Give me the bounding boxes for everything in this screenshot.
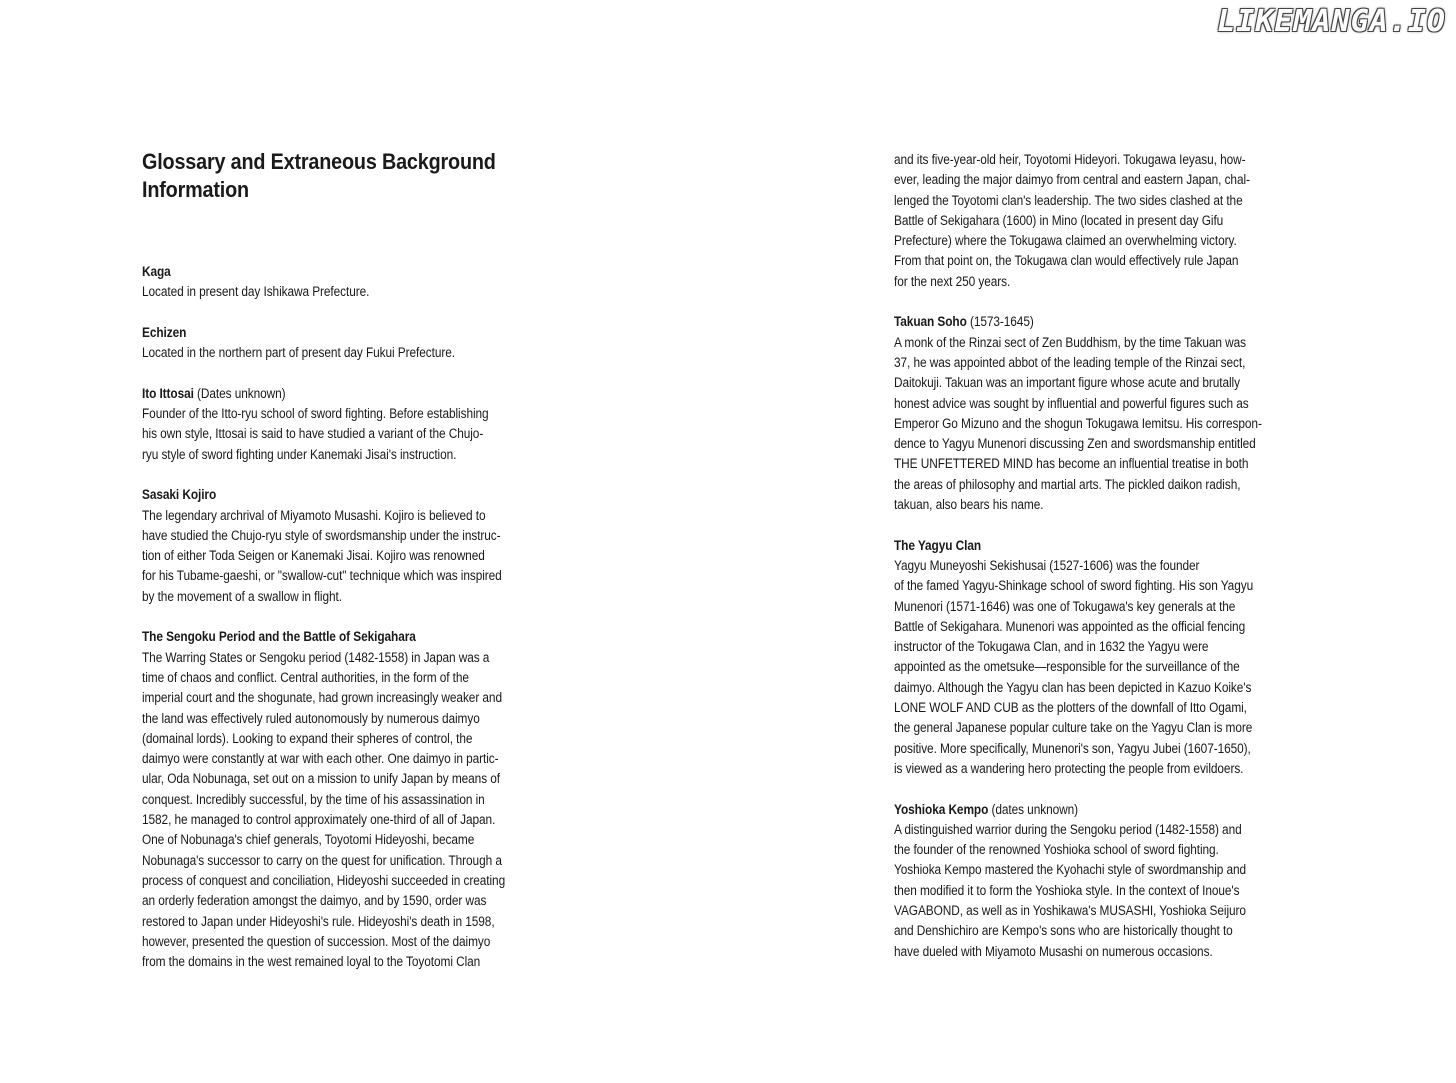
entry-text-line: the land was effectively ruled autonomously by numerous daimyo — [142, 710, 480, 726]
entry-text-line: The legendary archrival of Miyamoto Musashi. Kojiro is believed to — [142, 507, 486, 523]
entry-text-line: of the famed Yagyu-Shinkage school of sword fighting. His son Yagyu — [894, 578, 1254, 594]
glossary-entry — [142, 627, 542, 972]
entry-text-line: Founder of the Itto-ryu school of sword fighting. Before establishing — [142, 406, 489, 422]
entry-heading — [142, 627, 494, 647]
entry-text-line: Prefecture) where the Tokugawa claimed an overwhelming victory. — [894, 233, 1237, 249]
entry-text-line: LONE WOLF AND CUB as the plotters of the downfall of Itto Ogami, — [894, 700, 1247, 716]
glossary-entry — [142, 384, 542, 465]
left-page — [142, 148, 542, 993]
glossary-entry — [142, 485, 542, 607]
entry-text-line: daimyo were constantly at war with each other. One daimyo in partic- — [142, 751, 499, 767]
entry-text-line: instructor of the Tokugawa Clan, and in 1632 the Yagyu were — [894, 639, 1209, 655]
entry-dates: (Dates unknown) — [193, 385, 286, 401]
entry-text-line: from the domains in the west remained loyal to the Toyotomi Clan — [142, 954, 481, 970]
entry-text-line: Battle of Sekigahara (1600) in Mino (located in present day Gifu — [894, 212, 1224, 228]
entry-text-line: and its five-year-old heir, Toyotomi Hideyori. Tokugawa Ieyasu, how- — [894, 152, 1246, 167]
entry-text-line: restored to Japan under Hideyoshi's rule. Hideyoshi's death in 1598, — [142, 913, 495, 929]
glossary-entry — [894, 150, 1294, 292]
entry-text-line: have studied the Chujo-ryu style of swordsmanship under the instruc- — [142, 527, 501, 543]
entry-text-line: A monk of the Rinzai sect of Zen Buddhism, by the time Takuan was — [894, 334, 1246, 350]
entry-text-line: takuan, also bears his name. — [894, 497, 1044, 513]
entry-text-line: THE UNFETTERED MIND has become an influential treatise in both — [894, 456, 1249, 472]
entry-text-line: The Warring States or Sengoku period (1482-1558) in Japan was a — [142, 649, 490, 665]
entry-heading — [142, 485, 494, 505]
entry-term: Kaga — [142, 264, 171, 279]
entry-text-line: for the next 250 years. — [894, 273, 1011, 289]
entry-text-line: Daitokuji. Takuan was an important figure whose acute and brutally — [894, 375, 1240, 391]
entry-text-line: is viewed as a wandering hero protecting the people from evildoers. — [894, 760, 1244, 776]
glossary-entry — [142, 262, 542, 303]
entry-text-line: however, presented the question of succession. Most of the daimyo — [142, 933, 491, 949]
page-title — [142, 148, 502, 204]
entry-text-line: From that point on, the Tokugawa clan would effectively rule Japan — [894, 253, 1239, 269]
entry-text-line: daimyo. Although the Yagyu clan has been depicted in Kazuo Koike's — [894, 679, 1252, 695]
entry-heading — [142, 384, 494, 404]
entry-heading — [142, 262, 494, 282]
right-glossary-list — [894, 150, 1294, 962]
glossary-entry — [894, 312, 1294, 515]
entry-text-line: One of Nobunaga's chief generals, Toyotomi Hideyoshi, became — [142, 832, 475, 848]
entry-dates: (1573-1645) — [966, 314, 1034, 330]
entry-text-line: the founder of the renowned Yoshioka school of sword fighting. — [894, 842, 1219, 858]
entry-heading — [894, 312, 1246, 332]
entry-text-line: for his Tubame-gaeshi, or "swallow-cut" technique which was inspired — [142, 568, 502, 584]
entry-text-line: have dueled with Miyamoto Musashi on numerous occasions. — [894, 943, 1213, 959]
entry-text-line: 37, he was appointed abbot of the leading temple of the Rinzai sect, — [894, 354, 1246, 370]
entry-term: Sasaki Kojiro — [142, 487, 217, 503]
entry-text-line: tion of either Toda Seigen or Kanemaki Jisai. Kojiro was renowned — [142, 548, 485, 564]
watermark-logo: LIKEMANGA.IO — [1217, 4, 1446, 39]
entry-text-line: Located in present day Ishikawa Prefecture. — [142, 284, 370, 300]
entry-text-line: Yoshioka Kempo mastered the Kyohachi style of swordmanship and — [894, 862, 1247, 878]
entry-term: Takuan Soho — [894, 314, 967, 330]
entry-term: The Yagyu Clan — [894, 537, 982, 553]
entry-text-line: 1582, he managed to control approximately one-third of all of Japan. — [142, 812, 496, 828]
entry-text-line: an orderly federation amongst the daimyo, and by 1590, order was — [142, 893, 487, 909]
entry-text-line: the areas of philosophy and martial arts. The pickled daikon radish, — [894, 476, 1241, 492]
entry-text-line: his own style, Ittosai is said to have studied a variant of the Chujo- — [142, 426, 484, 442]
entry-text-line: ryu style of sword fighting under Kanemaki Jisai's instruction. — [142, 446, 457, 462]
entry-text-line: Emperor Go Mizuno and the shogun Tokugawa Iemitsu. His correspon- — [894, 415, 1262, 431]
left-glossary-list — [142, 262, 542, 972]
entry-text-line: lenged the Toyotomi clan's leadership. The two sides clashed at the — [894, 192, 1243, 208]
entry-heading — [894, 800, 1246, 820]
entry-text-line: (domainal lords). Looking to expand their spheres of control, the — [142, 730, 473, 746]
entry-text-line: ever, leading the major daimyo from central and eastern Japan, chal- — [894, 172, 1250, 188]
entry-heading — [894, 536, 1246, 556]
entry-text-line: positive. More specifically, Munenori's son, Yagyu Jubei (1607-1650), — [894, 740, 1251, 756]
entry-text-line: A distinguished warrior during the Sengoku period (1482-1558) and — [894, 821, 1242, 837]
entry-text-line: conquest. Incredibly successful, by the time of his assassination in — [142, 791, 485, 807]
entry-text-line: by the movement of a swallow in flight. — [142, 588, 342, 604]
entry-text-line: the general Japanese popular culture take on the Yagyu Clan is more — [894, 720, 1253, 736]
title-line: Glossary and Extraneous Background — [142, 149, 496, 174]
entry-text-line: ular, Oda Nobunaga, set out on a mission to unify Japan by means of — [142, 771, 500, 787]
glossary-entry — [894, 536, 1294, 780]
entry-text-line: dence to Yagyu Munenori discussing Zen and swordsmanship entitled — [894, 436, 1256, 452]
entry-text-line: Battle of Sekigahara. Munenori was appointed as the official fencing — [894, 618, 1246, 634]
entry-text-line: time of chaos and conflict. Central authorities, in the form of the — [142, 669, 469, 685]
entry-heading — [142, 323, 494, 343]
entry-text-line: then modified it to form the Yoshioka style. In the context of Inoue's — [894, 882, 1240, 898]
entry-text-line: and Denshichiro are Kempo's sons who are historically thought to — [894, 923, 1233, 939]
entry-dates: (dates unknown) — [988, 801, 1079, 817]
entry-text-line: VAGABOND, as well as in Yoshikawa's MUSASHI, Yoshioka Seijuro — [894, 902, 1246, 918]
entry-text-line: Located in the northern part of present day Fukui Prefecture. — [142, 345, 455, 361]
entry-text-line: process of conquest and conciliation, Hideyoshi succeeded in creating — [142, 872, 506, 888]
right-page — [894, 150, 1294, 982]
entry-term: Ito Ittosai — [142, 385, 194, 401]
entry-term: Yoshioka Kempo — [894, 801, 989, 817]
entry-text-line: Nobunaga's successor to carry on the quest for unification. Through a — [142, 852, 502, 868]
entry-term: The Sengoku Period and the Battle of Sekigahara — [142, 629, 416, 645]
entry-text-line: appointed as the ometsuke—responsible for the surveillance of the — [894, 659, 1240, 675]
glossary-entry — [894, 800, 1294, 962]
entry-text-line: Munenori (1571-1646) was one of Tokugawa's key generals at the — [894, 598, 1236, 614]
entry-text-line: imperial court and the shogunate, had grown increasingly weaker and — [142, 690, 502, 706]
entry-text-line: honest advice was sought by influential and powerful figures such as — [894, 395, 1249, 411]
entry-text-line: Yagyu Muneyoshi Sekishusai (1527-1606) was the founder — [894, 557, 1200, 573]
title-line: Information — [142, 177, 249, 202]
entry-term: Echizen — [142, 324, 187, 340]
glossary-entry — [142, 323, 542, 364]
